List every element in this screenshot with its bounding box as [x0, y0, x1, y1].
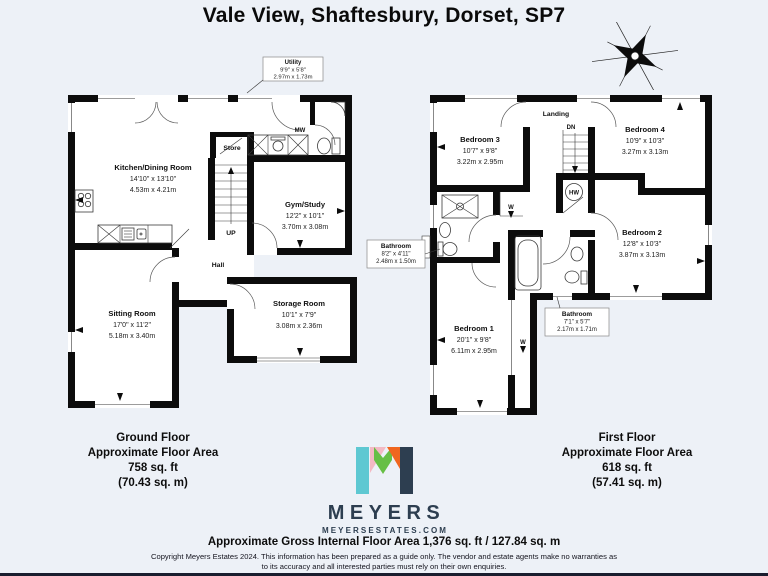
room-label-bedroom-4: Bedroom 4: [625, 125, 665, 134]
label-store: Store: [223, 145, 241, 152]
ground-floor-caption: [48, 431, 258, 491]
room-imperial-sitting-room: 17'0" x 11'2": [113, 322, 151, 329]
label-wardrobe: W: [520, 340, 526, 346]
label-wardrobe: W: [508, 205, 514, 211]
ground-floor-plan: [60, 50, 365, 430]
caption-line: Approximate Floor Area: [87, 447, 219, 459]
room-label-storage-room: Storage Room: [273, 299, 325, 308]
room-metric-sitting-room: 5.18m x 3.40m: [108, 333, 156, 340]
label-hall: Hall: [211, 262, 225, 269]
room-metric-gym-study: 3.70m x 3.08m: [281, 224, 329, 231]
caption-line: (70.43 sq. m): [118, 477, 188, 489]
compass-icon: [592, 22, 678, 90]
room-metric-bedroom-4: 3.27m x 3.13m: [621, 149, 669, 156]
room-imperial-bedroom-1: 20'1" x 9'8": [456, 337, 492, 344]
room-label-utility: Utility: [284, 60, 302, 66]
room-imperial-utility: 9'9" x 5'8": [280, 67, 306, 74]
caption-line: First Floor: [598, 432, 656, 444]
room-label-sitting-room: Sitting Room: [108, 309, 156, 318]
room-imperial-bedroom-4: 10'9" x 10'3": [625, 138, 665, 145]
room-label-gym-study: Gym/Study: [284, 200, 326, 209]
caption-line: 618 sq. ft: [602, 462, 652, 474]
label-landing: Landing: [542, 111, 570, 118]
room-metric-storage-room: 3.08m x 2.36m: [275, 323, 323, 330]
caption-line: (57.41 sq. m): [592, 477, 662, 489]
brand-website: MEYERSESTATES.COM: [321, 526, 449, 535]
first-floor-caption: [522, 431, 732, 491]
caption-line: Approximate Floor Area: [561, 447, 693, 459]
room-metric-bedroom-3: 3.22m x 2.95m: [456, 159, 504, 166]
room-label-bedroom-2: Bedroom 2: [622, 228, 662, 237]
label-dn: DN: [566, 125, 576, 131]
label-up: UP: [226, 230, 236, 237]
room-metric-kitchen-dining: 4.53m x 4.21m: [129, 187, 177, 194]
room-imperial-gym-study: 12'2" x 10'1": [285, 213, 325, 220]
room-label-kitchen-dining: Kitchen/Dining Room: [114, 163, 192, 172]
page-title: Vale View, Shaftesbury, Dorset, SP7: [202, 4, 566, 27]
room-imperial-storage-room: 10'1" x 7'9": [281, 312, 317, 319]
brand-name: MEYERS: [327, 502, 446, 524]
caption-line: Ground Floor: [116, 432, 190, 444]
room-metric-bedroom-2: 3.87m x 3.13m: [618, 252, 666, 259]
gross-floor-area: Approximate Gross Internal Floor Area 1,376 sq. ft / 127.84 sq. m: [207, 536, 561, 548]
meyers-logo-icon: [356, 447, 413, 494]
room-imperial-kitchen-dining: 14'10" x 13'10": [129, 176, 177, 183]
room-imperial-main-bathroom: 7'1" x 5'7": [563, 319, 591, 326]
room-metric-bedroom-1: 6.11m x 2.95m: [451, 348, 497, 355]
label-hw: HW: [569, 190, 579, 197]
room-imperial-shower-bathroom: 8'2" x 4'11": [381, 251, 411, 258]
room-metric-utility: 2.97m x 1.73m: [273, 74, 313, 81]
room-label-main-bathroom: Bathroom: [561, 311, 593, 318]
brand-block: [304, 447, 464, 535]
room-metric-shower-bathroom: 2.48m x 1.50m: [376, 259, 416, 265]
room-label-shower-bathroom: Bathroom: [380, 243, 412, 250]
room-imperial-bedroom-3: 10'7" x 9'8": [462, 148, 498, 155]
first-floor-plan: [360, 85, 720, 430]
label-mw: MW: [294, 128, 306, 134]
room-label-bedroom-1: Bedroom 1: [454, 324, 494, 333]
room-metric-main-bathroom: 2.17m x 1.71m: [557, 327, 597, 333]
copyright-text: Copyright Meyers Estates 2024. This information has been prepared as a guide only. The vendor and estate agents make no warranties as to its accuracy and all interested parties must rely on their own enquiries.: [150, 552, 618, 571]
room-label-bedroom-3: Bedroom 3: [460, 135, 500, 144]
room-imperial-bedroom-2: 12'8" x 10'3": [622, 241, 662, 248]
caption-line: 758 sq. ft: [128, 462, 178, 474]
